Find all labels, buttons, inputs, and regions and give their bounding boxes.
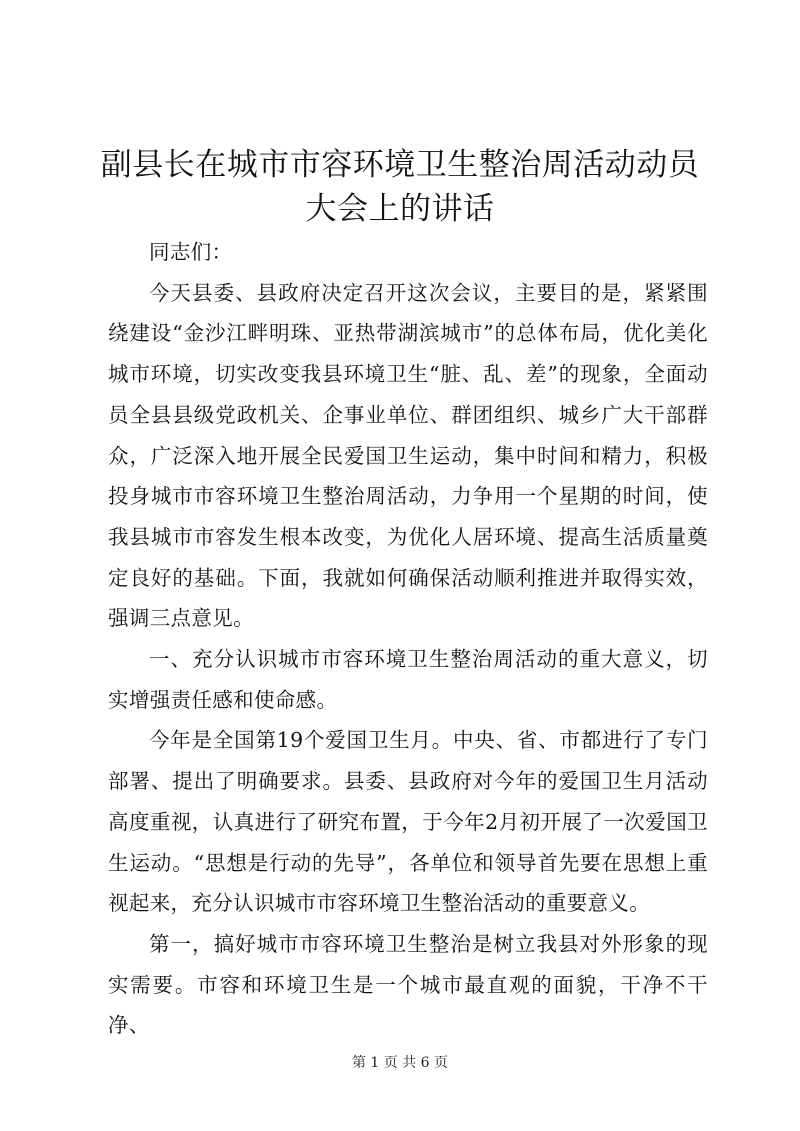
document-body [108,232,708,1046]
paragraph: 今年是全国第19个爱国卫生月。中央、省、市都进行了专门部署、提出了明确要求。县委、县政府对今年的爱国卫生月活动高度重视，认真进行了研究布置，于今年2月初开展了一次爱国卫生运动。“思想是行动的先导”，各单位和领导首先要在思想上重视起来，充分认识城市市容环境卫生整治活动的重要意义。 [108,728,708,916]
paragraph: 第一，搞好城市市容环境卫生整治是树立我县对外形象的现实需要。市容和环境卫生是一个城市最直观的面貌，干净不干净、 [108,931,708,1038]
salutation: 同志们： [149,240,233,264]
section-heading: 一、充分认识城市市容环境卫生整治周活动的重大意义，切实增强责任感和使命感。 [108,647,708,712]
paragraph: 今天县委、县政府决定召开这次会议，主要目的是，紧紧围绕建设“金沙江畔明珠、亚热带湖滨城市”的总体布局，优化美化城市环境，切实改变我县环境卫生“脏、乱、差”的现象，全面动员全县县级党政机关、企事业单位、群团组织、城乡广大干部群众，广泛深入地开展全民爱国卫生运动，集中时间和精力，积极投身城市市容环境卫生整治周活动，力争用一个星期的时间，使我县城市市容发生根本改变，为优化人居环境、提高生活质量奠定良好的基础。下面，我就如何确保活动顺利推进并取得实效，强调三点意见。 [108,280,708,631]
document-title: 副县长在城市市容环境卫生整治周活动动员大会上的讲话 [100,147,700,227]
page-footer: 第 1 页 共 6 页 [351,1055,449,1071]
